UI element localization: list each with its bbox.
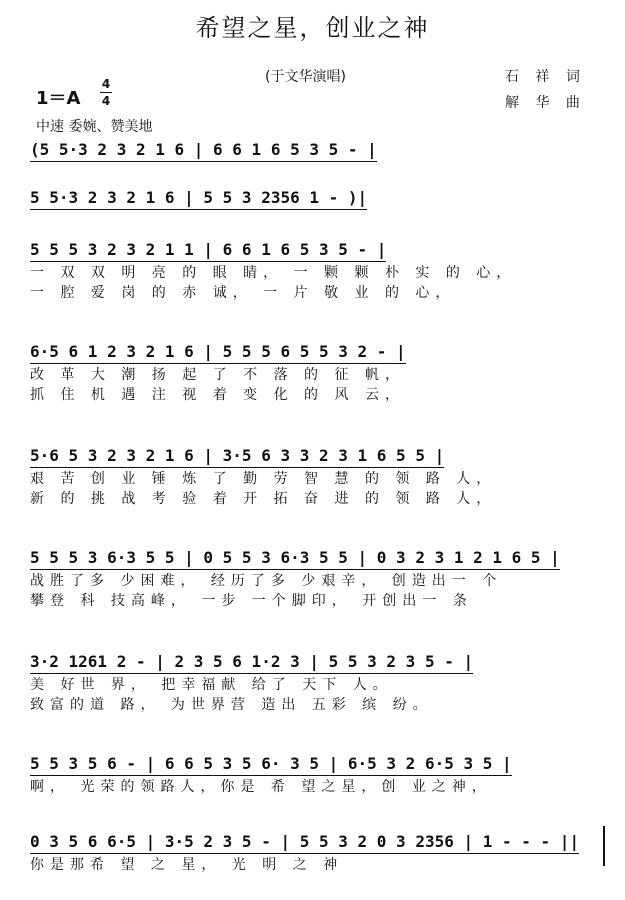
- notation-line: 3·2 1261 2 - | 2 3 5 6 1·2 3 | 5 5 3 2 3 5 - |: [30, 652, 473, 674]
- song-title: 希望之星，创业之神: [195, 14, 430, 42]
- notation-line: 5·6 5 3 2 3 2 1 6 | 3·5 6 3 3 2 3 1 6 5 5 |: [30, 446, 444, 468]
- notation-line: (5 5·3 2 3 2 1 6 | 6 6 1 6 5 3 5 - |: [30, 140, 377, 162]
- score-system-9: [30, 832, 605, 874]
- time-signature: [98, 78, 114, 107]
- lyric-verse-1: 艰 苦 创 业 锤 炼 了 勤 劳 智 慧 的 领 路 人，: [30, 471, 497, 487]
- lyric-verse-1: 你是那希 望 之 星， 光 明 之 神: [30, 857, 344, 873]
- tempo-marking: 中速 委婉、赞美地: [36, 119, 153, 135]
- lyric-verse-2: 新 的 挑 战 考 验 着 开 拓 奋 进 的 领 路 人，: [30, 491, 497, 507]
- notation-line: 5 5 3 5 6 - | 6 6 5 3 5 6· 3 5 | 6·5 3 2 6·5 3 5 |: [30, 754, 512, 776]
- score-system-3: [30, 240, 605, 302]
- notation-line: 0 3 5 6 6·5 | 3·5 2 3 5 - | 5 5 3 2 0 3 2356 | 1 - - - ||: [30, 832, 579, 854]
- final-barline: [603, 826, 605, 866]
- time-signature-bar: [100, 92, 112, 93]
- lyric-verse-1: 战胜了多 少困难， 经历了多 少艰辛， 创造出一 个: [30, 573, 503, 589]
- lyric-verse-2: 一 腔 爱 岗 的 赤 诚， 一 片 敬 业 的 心，: [30, 285, 456, 301]
- score-system-7: [30, 652, 605, 714]
- time-signature-top: 4: [101, 77, 111, 91]
- lyric-verse-2: 致富的道 路， 为世界营 造出 五彩 缤 纷。: [30, 697, 433, 713]
- lyric-verse-1: 啊， 光荣的领路人，你是 希 望之星，创 业之神，: [30, 779, 492, 795]
- score-system-4: [30, 342, 605, 404]
- score-system-2: [30, 188, 605, 210]
- lyric-verse-2: 攀登 科 技高峰， 一步 一个脚印， 开创出一 条: [30, 593, 473, 609]
- time-signature-bottom: 4: [101, 94, 111, 108]
- notation-line: 5 5 5 3 6·3 5 5 | 0 5 5 3 6·3 5 5 | 0 3 2 3 1 2 1 6 5 |: [30, 548, 560, 570]
- lyric-verse-1: 一 双 双 明 亮 的 眼 睛， 一 颗 颗 朴 实 的 心，: [30, 265, 517, 281]
- lyric-verse-2: 抓 住 机 遇 注 视 着 变 化 的 风 云，: [30, 387, 405, 403]
- lyric-verse-1: 美 好世 界， 把幸福献 给了 天下 人。: [30, 677, 393, 693]
- singer-credit: (于文华演唱): [265, 69, 346, 85]
- lyric-verse-1: 改 革 大 潮 扬 起 了 不 落 的 征 帆，: [30, 367, 405, 383]
- score-system-1: [30, 140, 605, 162]
- notation-line: 6·5 6 1 2 3 2 1 6 | 5 5 5 6 5 5 3 2 - |: [30, 342, 406, 364]
- score-system-5: [30, 446, 605, 508]
- score-system-6: [30, 548, 605, 610]
- composer-credit: 解 华 曲: [505, 95, 586, 111]
- notation-line: 5 5 5 3 2 3 2 1 1 | 6 6 1 6 5 3 5 - |: [30, 240, 386, 262]
- lyricist-credit: 石 祥 词: [505, 69, 586, 85]
- score-system-8: [30, 754, 605, 796]
- key-signature: 1＝A: [36, 88, 81, 109]
- notation-line: 5 5·3 2 3 2 1 6 | 5 5 3 2356 1 - )|: [30, 188, 367, 210]
